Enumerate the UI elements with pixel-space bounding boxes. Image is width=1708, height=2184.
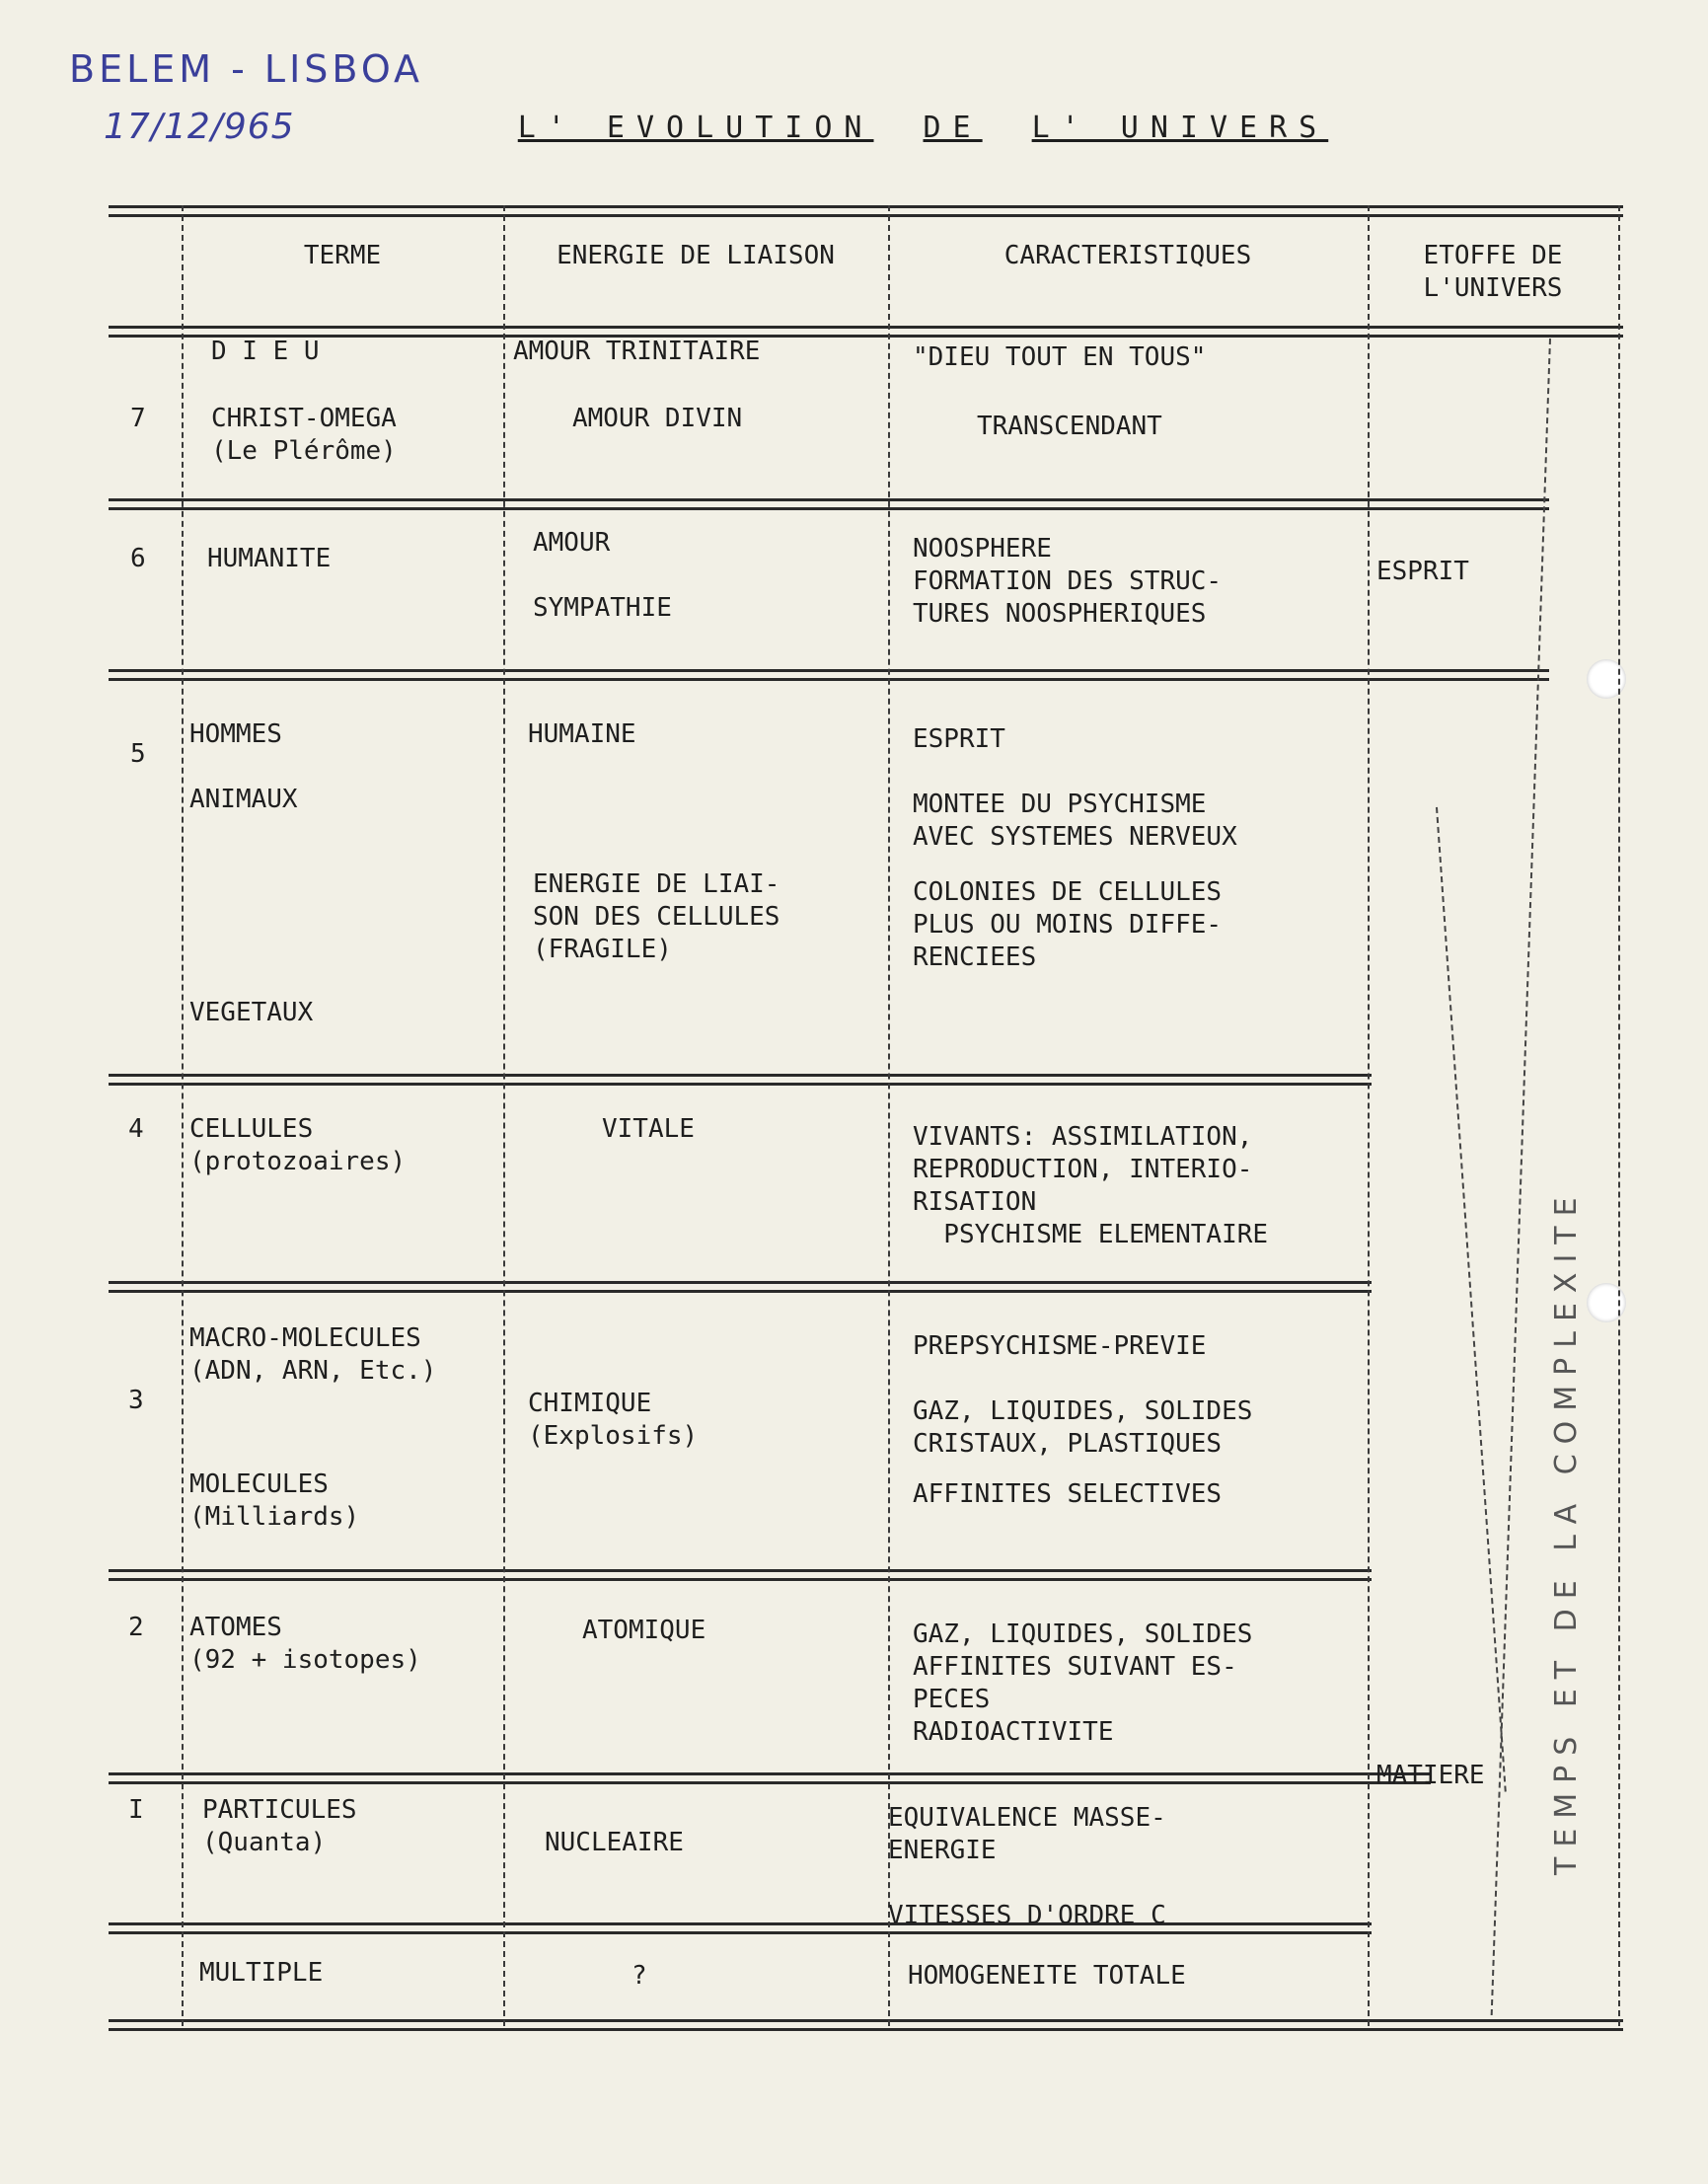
terme-molecules: MOLECULES (Milliards)	[189, 1469, 360, 1532]
table-rule	[109, 1074, 1372, 1077]
title-part-1: L' EVOLUTION	[517, 111, 874, 145]
energie-amour-sympathie: AMOUR SYMPATHIE	[533, 528, 672, 623]
diagonal-divider	[1491, 339, 1551, 2015]
terme-dieu: D I E U	[211, 337, 320, 366]
energie-liaison-cellules: ENERGIE DE LIAI- SON DES CELLULES (FRAGILE)	[533, 869, 780, 964]
carac-vivants: VIVANTS: ASSIMILATION, REPRODUCTION, INTERIO- RISATION PSYCHISME ELEMENTAIRE	[913, 1122, 1269, 1249]
row-number: 6	[130, 544, 146, 573]
carac-colonies: COLONIES DE CELLULES PLUS OU MOINS DIFFE- RENCIEES	[913, 877, 1223, 972]
carac-transcendant: TRANSCENDANT	[977, 412, 1162, 441]
row-number: 4	[128, 1114, 144, 1144]
row-number: 2	[128, 1613, 144, 1642]
terme-cellules: CELLULES (protozoaires)	[189, 1114, 407, 1176]
carac-affinites: AFFINITES SELECTIVES	[913, 1479, 1223, 1509]
table-rule	[109, 1772, 1431, 1775]
header-energie: ENERGIE DE LIAISON	[557, 241, 835, 270]
table-rule	[109, 1281, 1372, 1284]
column-rule	[1368, 205, 1370, 2026]
energie-chimique: CHIMIQUE (Explosifs)	[528, 1389, 699, 1451]
handwritten-place: BELEM - LISBOA	[69, 47, 424, 91]
energie-vitale: VITALE	[602, 1114, 695, 1144]
energie-amour-divin: AMOUR DIVIN	[572, 404, 743, 433]
terme-humanite: HUMANITE	[207, 544, 332, 573]
terme-particules: PARTICULES (Quanta)	[202, 1795, 357, 1857]
table-rule	[109, 669, 1549, 672]
column-rule	[1618, 205, 1620, 2026]
header-terme: TERME	[303, 241, 382, 270]
carac-noosphere: NOOSPHERE FORMATION DES STRUC- TURES NOOSPHERIQUES	[913, 534, 1223, 629]
handwritten-date: 17/12/965	[104, 107, 295, 147]
row-number: 3	[128, 1386, 144, 1415]
terme-multiple: MULTIPLE	[199, 1958, 324, 1988]
terme-atomes: ATOMES (92 + isotopes)	[189, 1613, 421, 1675]
table-rule	[109, 1569, 1372, 1572]
terme-macro-molecules: MACRO-MOLECULES (ADN, ARN, Etc.)	[189, 1323, 437, 1386]
energie-dieu: AMOUR TRINITAIRE	[513, 337, 761, 366]
vertical-side-note: TEMPS ET DE LA COMPLEXITE	[1549, 1187, 1584, 1875]
carac-gaz-atomes: GAZ, LIQUIDES, SOLIDES AFFINITES SUIVANT ES- PECES RADIOACTIVITE	[913, 1619, 1253, 1747]
evolution-table	[109, 205, 1623, 2026]
etoffe-esprit: ESPRIT	[1376, 557, 1469, 586]
carac-homogeneite: HOMOGENEITE TOTALE	[908, 1961, 1186, 1991]
carac-equivalence: EQUIVALENCE MASSE- ENERGIE VITESSES D'ORDRE C	[888, 1803, 1166, 1930]
etoffe-matiere: MATIERE	[1376, 1761, 1485, 1790]
terme-hommes-animaux: HOMMES ANIMAUX	[189, 719, 298, 814]
table-rule	[109, 2019, 1623, 2022]
table-rule	[109, 205, 1623, 208]
carac-prepsychisme: PREPSYCHISME-PREVIE GAZ, LIQUIDES, SOLIDES CRISTAUX, PLASTIQUES	[913, 1331, 1253, 1459]
document-title	[0, 111, 1708, 145]
energie-atomique: ATOMIQUE	[582, 1616, 706, 1645]
energie-nucleaire: NUCLEAIRE	[545, 1828, 684, 1857]
title-part-3: L' UNIVERS	[1031, 111, 1329, 145]
carac-dieu: "DIEU TOUT EN TOUS"	[913, 342, 1207, 372]
table-rule	[109, 498, 1549, 501]
carac-esprit-psychisme: ESPRIT MONTEE DU PSYCHISME AVEC SYSTEMES NERVEUX	[913, 724, 1237, 852]
table-rule	[109, 326, 1623, 329]
column-rule	[888, 205, 890, 2026]
column-rule	[182, 205, 184, 2026]
terme-vegetaux: VEGETAUX	[189, 998, 314, 1027]
row-number: I	[128, 1795, 144, 1825]
diagonal-divider	[1436, 807, 1507, 1792]
header-etoffe: ETOFFE DE L'UNIVERS	[1423, 241, 1563, 303]
column-rule	[503, 205, 505, 2026]
energie-humaine: HUMAINE	[528, 719, 636, 749]
row-number: 5	[130, 739, 146, 769]
table-rule	[109, 1922, 1372, 1925]
row-number: 7	[130, 404, 146, 433]
energie-inconnue: ?	[631, 1961, 647, 1991]
header-caracteristiques: CARACTERISTIQUES	[1003, 241, 1252, 270]
title-part-2: DE	[923, 111, 983, 145]
terme-christ-omega: CHRIST-OMEGA (Le Plérôme)	[211, 404, 397, 466]
